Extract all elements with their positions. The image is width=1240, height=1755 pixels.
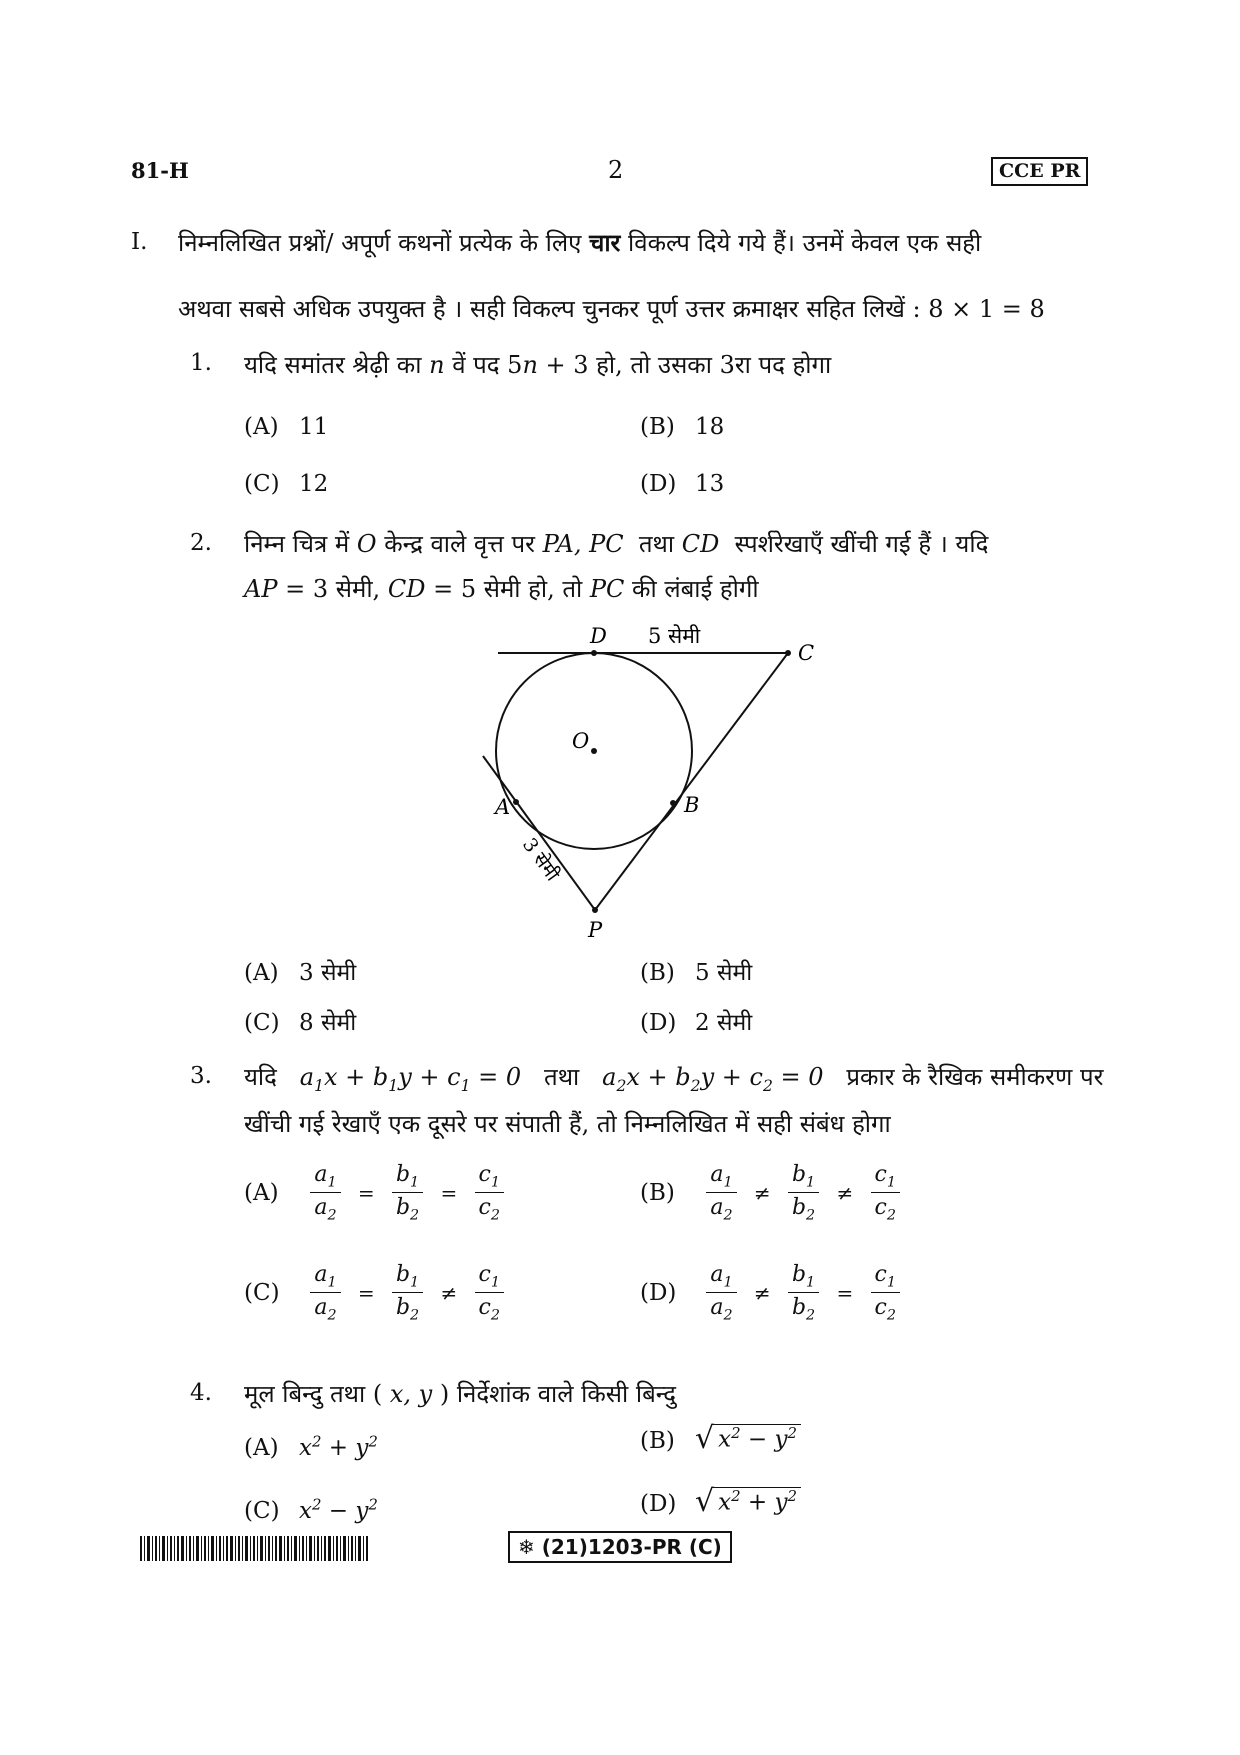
question-4-option-c: (C) $x^2 - y^2$: [244, 1495, 378, 1524]
instruction-line-2: अथवा सबसे अधिक उपयुक्त है । सही विकल्प चुनकर पूर्ण उत्तर क्रमाक्षर सहित लिखें : 8 × 1 = 8: [178, 295, 1045, 323]
label-d: D: [590, 624, 607, 648]
question-2-text-line-1: निम्न चित्र में O केन्द्र वाले वृत्त पर PA, PC तथा CD स्पर्शरेखाएँ खींची गई हैं । यदि: [244, 530, 989, 558]
center-point: [591, 748, 597, 754]
question-1-option-c: (C) 12: [244, 471, 329, 497]
label-c: C: [798, 641, 815, 665]
question-3-option-d: (D) $\frac{a_1}{a_2}$ ≠ $\frac{b_1}{b_2}$ = $\frac{c_1}{c_2}$: [640, 1262, 904, 1324]
point-a: [513, 799, 519, 805]
label-ap-length: 3 सेमी: [517, 834, 564, 886]
question-4-number: 4.: [190, 1380, 212, 1406]
paper-badge: CCE PR: [991, 157, 1088, 186]
label-a: A: [495, 795, 511, 819]
question-2-option-a: (A) 3 सेमी: [244, 960, 357, 986]
question-1-option-b: (B) 18: [640, 414, 725, 440]
label-dc-length: 5 सेमी: [648, 624, 701, 648]
label-o: O: [572, 729, 590, 753]
page-number: 2: [608, 156, 624, 184]
question-3-option-b: (B) $\frac{a_1}{a_2}$ ≠ $\frac{b_1}{b_2}$ ≠ $\frac{c_1}{c_2}$: [640, 1162, 904, 1224]
label-p: P: [588, 918, 603, 942]
tangent-circle-figure: [470, 610, 830, 950]
question-2-option-b: (B) 5 सेमी: [640, 960, 753, 986]
question-2-text-line-2: AP = 3 सेमी, CD = 5 सेमी हो, तो PC की लंबाई होगी: [244, 575, 759, 603]
question-1-option-a: (A) 11: [244, 414, 329, 440]
barcode: [140, 1536, 370, 1561]
tangent-line-cp: [595, 653, 788, 910]
question-1-text: यदि समांतर श्रेढ़ी का n वें पद 5n + 3 हो, तो उसका 3रा पद होगा: [244, 351, 832, 379]
footer-paper-code: ❄ (21)1203-PR (C): [508, 1531, 732, 1563]
question-3-number: 3.: [190, 1063, 212, 1089]
point-d: [591, 650, 597, 656]
question-2-number: 2.: [190, 530, 212, 556]
question-4-option-a: (A) $x^2 + y^2$: [244, 1432, 378, 1461]
question-3-text-line-1: यदि $a_1x + b_1y + c_1 = 0$ तथा $a_2x + b_2y + c_2 = 0$ प्रकार के रैखिक समीकरण पर: [244, 1063, 1104, 1095]
question-3-text-line-2: खींची गई रेखाएँ एक दूसरे पर संपाती हैं, तो निम्नलिखित में सही संबंध होगा: [244, 1110, 891, 1138]
point-c: [785, 650, 791, 656]
question-3-option-c: (C) $\frac{a_1}{a_2}$ = $\frac{b_1}{b_2}$ ≠ $\frac{c_1}{c_2}$: [244, 1262, 508, 1324]
point-p: [592, 907, 598, 913]
question-4-option-b: (B) √ $x^2 - y^2$: [640, 1424, 801, 1454]
equation-2: $a_2x + b_2y + c_2 = 0$: [602, 1063, 824, 1095]
point-b: [670, 800, 676, 806]
question-2-option-d: (D) 2 सेमी: [640, 1010, 753, 1036]
question-3-option-a: (A) $\frac{a_1}{a_2}$ = $\frac{b_1}{b_2}$ = $\frac{c_1}{c_2}$: [244, 1162, 508, 1224]
question-2-option-c: (C) 8 सेमी: [244, 1010, 357, 1036]
label-b: B: [684, 793, 700, 817]
question-4-text: मूल बिन्दु तथा ( x, y ) निर्देशांक वाले किसी बिन्दु: [244, 1380, 676, 1408]
snowflake-icon: ❄: [518, 1535, 535, 1559]
question-1-option-d: (D) 13: [640, 471, 725, 497]
paper-code: 81-H: [131, 158, 189, 183]
equation-1: $a_1x + b_1y + c_1 = 0$: [299, 1063, 522, 1095]
question-1-number: 1.: [190, 350, 212, 376]
instruction-line-1: निम्नलिखित प्रश्नों/ अपूर्ण कथनों प्रत्येक के लिए चार विकल्प दिये गये हैं। उनमें केवल एक सही: [178, 228, 982, 257]
question-4-option-d: (D) √ $x^2 + y^2$: [640, 1487, 801, 1517]
section-number: I.: [131, 229, 148, 255]
